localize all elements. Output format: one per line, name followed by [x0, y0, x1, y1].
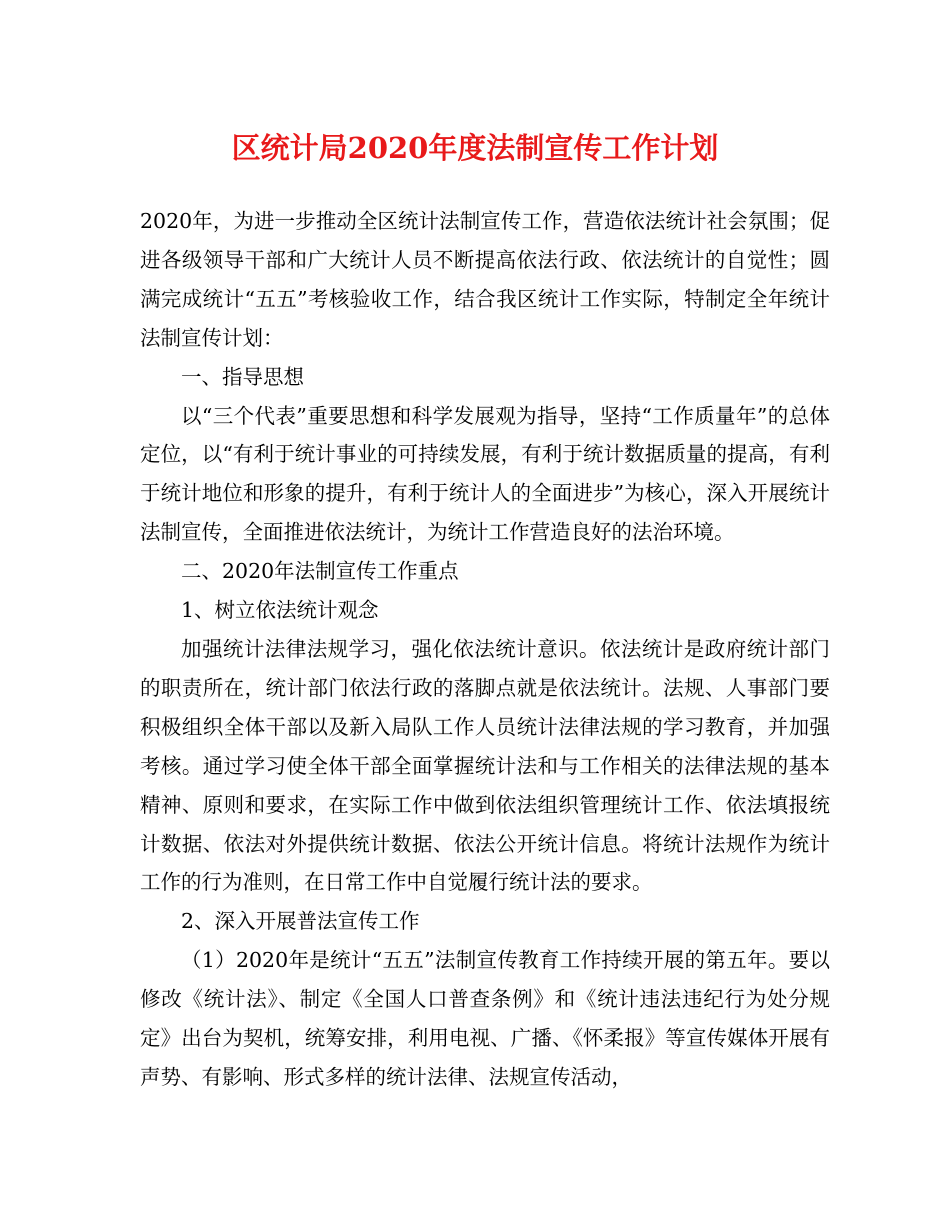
subsection-heading-1: 1、树立依法统计观念 [181, 598, 379, 623]
document-title: 区统计局2020年度法制宣传工作计划 [231, 131, 719, 165]
document-body [140, 202, 830, 1097]
intro-paragraph: 2020年，为进一步推动全区统计法制宣传工作，营造依法统计社会氛围；促进各级领导干部和广大统计人员不断提高依法行政、依法统计的自觉性；圆满完成统计“五五”考核验收工作，结合我区统计工作实际，特制定全年统计法制宣传计划： [140, 209, 830, 350]
guiding-thought-paragraph: 以“三个代表”重要思想和科学发展观为指导，坚持“工作质量年”的总体定位，以“有利于统计事业的可持续发展，有利于统计数据质量的提高，有利于统计地位和形象的提升，有利于统计人的全面进步”为核心，深入开展统计法制宣传，全面推进依法统计，为统计工作营造良好的法治环境。 [140, 403, 830, 545]
subsection-heading-2: 2、深入开展普法宣传工作 [181, 909, 420, 934]
subsection-2-item-1-paragraph: （1）2020年是统计“五五”法制宣传教育工作持续开展的第五年。要以修改《统计法》、制定《全国人口普查条例》和《统计违法违纪行为处分规定》出台为契机，统筹安排，利用电视、广播、《怀柔报》等宣传媒体开展有声势、有影响、形式多样的统计法律、法规宣传活动， [140, 948, 830, 1089]
section-heading-guiding-thought: 一、指导思想 [181, 364, 304, 389]
subsection-1-paragraph: 加强统计法律法规学习，强化依法统计意识。依法统计是政府统计部门的职责所在，统计部门依法行政的落脚点就是依法统计。法规、人事部门要积极组织全体干部以及新入局队工作人员统计法律法规的学习教育，并加强考核。通过学习使全体干部全面掌握统计法和与工作相关的法律法规的基本精神、原则和要求，在实际工作中做到依法组织管理统计工作、依法填报统计数据、依法对外提供统计数据、依法公开统计信息。将统计法规作为统计工作的行为准则，在日常工作中自觉履行统计法的要求。 [140, 636, 830, 895]
section-heading-key-work: 二、2020年法制宣传工作重点 [181, 559, 459, 584]
